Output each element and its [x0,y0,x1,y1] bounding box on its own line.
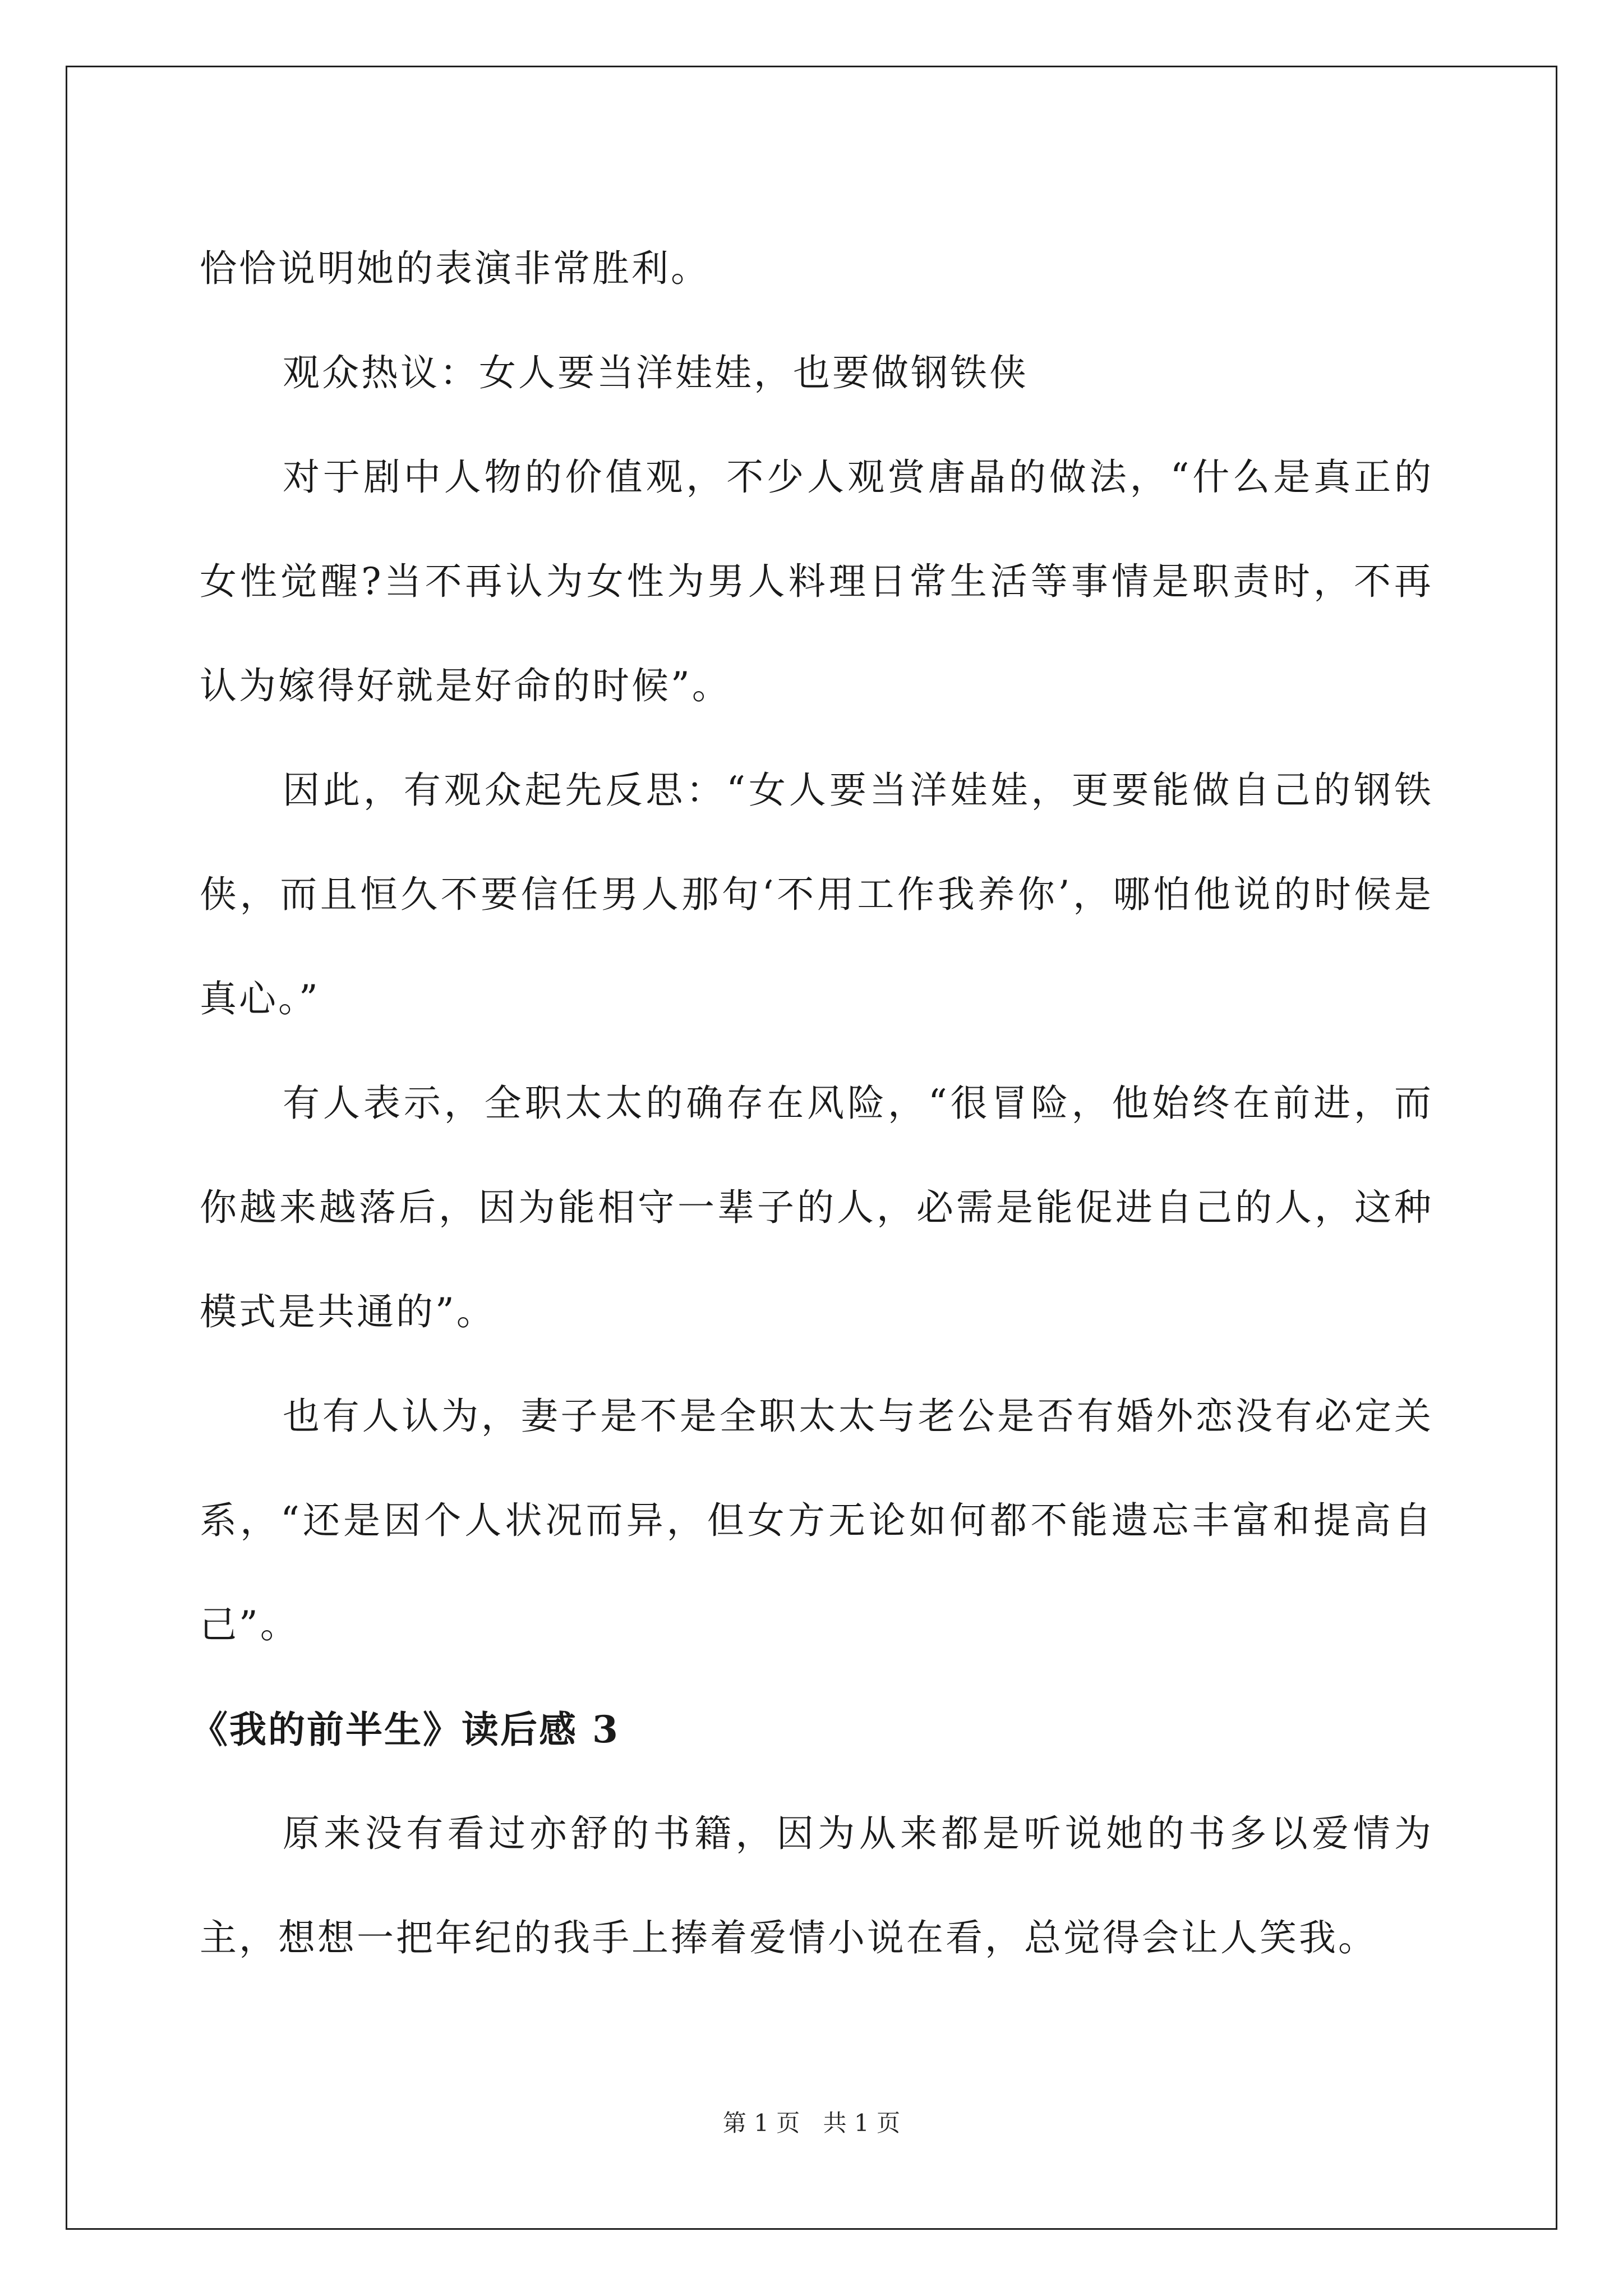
paragraph: 因此，有观众起先反思：“女人要当洋娃娃，更要能做自己的钢铁侠，而且恒久不要信任男人那句‘不用工作我养你’，哪怕他说的时候是真心。” [200,769,1433,1020]
paragraph: 恰恰说明她的表演非常胜利。 [200,247,710,290]
document-body [191,217,1433,1990]
section-heading: 《我的前半生》读后感 3 [191,1708,620,1751]
paragraph: 原来没有看过亦舒的书籍，因为从来都是听说她的书多以爱情为主，想想一把年纪的我手上捧着爱情小说在看，总觉得会让人笑我。 [200,1812,1433,1959]
page-number: 第 1 页 [722,2109,800,2137]
page-count: 共 1 页 [823,2109,901,2137]
paragraph: 也有人认为，妻子是不是全职太太与老公是否有婚外恋没有必定关系，“还是因个人状况而异，但女方无论如何都不能遗忘丰富和提高自己”。 [200,1395,1433,1646]
page-footer [0,2108,1623,2139]
paragraph: 有人表示，全职太太的确存在风险，“很冒险，他始终在前进，而你越来越落后，因为能相守一辈子的人，必需是能促进自己的人，这种模式是共通的”。 [200,1082,1433,1333]
paragraph: 观众热议：女人要当洋娃娃，也要做钢铁侠 [283,351,1029,394]
paragraph: 对于剧中人物的价值观，不少人观赏唐晶的做法，“什么是真正的女性觉醒?当不再认为女性为男人料理日常生活等事情是职责时，不再认为嫁得好就是好命的时候”。 [200,455,1433,707]
